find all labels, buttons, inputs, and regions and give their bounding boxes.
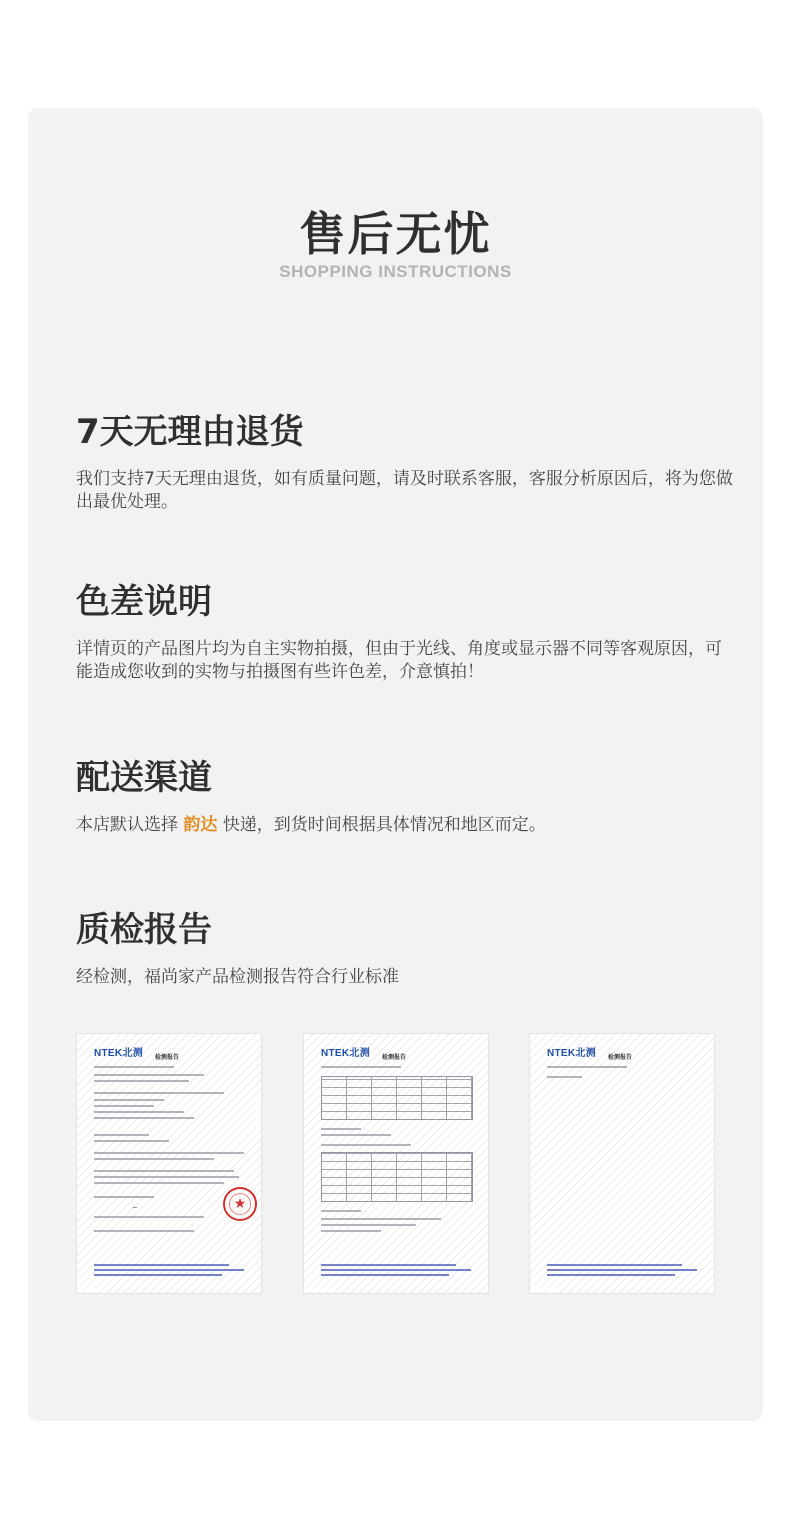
text-line: [94, 1196, 154, 1198]
shipping-text-prefix: 本店默认选择: [76, 815, 178, 835]
text-line: [94, 1158, 214, 1160]
text-line: [94, 1092, 224, 1094]
report-image[interactable]: [303, 1033, 489, 1294]
text-line: [94, 1170, 234, 1172]
shipping-heading: 配送渠道: [76, 758, 212, 798]
page-subtitle: SHOPPING INSTRUCTIONS: [279, 262, 512, 281]
text-line: [547, 1066, 627, 1068]
text-line: [321, 1128, 361, 1130]
qc-heading: 质检报告: [76, 910, 212, 950]
results-table: [321, 1076, 473, 1120]
text-line: [94, 1152, 244, 1154]
signature: ~: [132, 1204, 138, 1212]
report-footer: [547, 1264, 697, 1282]
returns-section: [76, 410, 736, 514]
text-line: [547, 1076, 582, 1078]
text-line: [321, 1134, 391, 1136]
returns-heading: 7天无理由退货: [76, 412, 304, 452]
report-footer: [94, 1264, 244, 1282]
returns-text: 我们支持7天无理由退货，如有质量问题，请及时联系客服，客服分析原因后，将为您做出最优处理。: [76, 469, 733, 512]
ntek-logo: NTEK北测: [94, 1048, 144, 1059]
shipping-section: [76, 756, 736, 837]
after-sales-card: [28, 108, 763, 1421]
ntek-logo: NTEK北测: [321, 1048, 371, 1059]
text-line: [94, 1074, 204, 1076]
shipping-text: [76, 814, 736, 837]
text-line: [321, 1066, 401, 1068]
results-table: [321, 1152, 473, 1202]
text-line: [321, 1224, 416, 1226]
text-line: [94, 1182, 224, 1184]
text-line: [321, 1218, 441, 1220]
text-line: [94, 1140, 169, 1142]
text-line: [94, 1105, 154, 1107]
text-line: [94, 1066, 174, 1068]
report-title: 检测报告: [608, 1054, 633, 1061]
color-text: 详情页的产品图片均为自主实物拍摄，但由于光线、角度或显示器不同等客观原因，可能造成您收到的实物与拍摄图有些许色差，介意慎拍！: [76, 639, 722, 682]
text-line: [94, 1080, 189, 1082]
report-title: 检测报告: [382, 1054, 407, 1061]
color-section: [76, 580, 736, 684]
qc-text: 经检测，福尚家产品检测报告符合行业标准: [76, 967, 399, 987]
text-line: [94, 1176, 239, 1178]
report-image[interactable]: [76, 1033, 262, 1294]
color-heading: 色差说明: [76, 582, 212, 622]
text-line: [94, 1111, 184, 1113]
report-footer: [321, 1264, 471, 1282]
shipping-text-suffix: 快递，到货时间根据具体情况和地区而定。: [222, 815, 546, 835]
red-seal-icon: ★: [223, 1187, 257, 1221]
report-title: 检测报告: [155, 1054, 180, 1061]
text-line: [94, 1216, 204, 1218]
report-image[interactable]: [529, 1033, 715, 1294]
text-line: [94, 1134, 149, 1136]
text-line: [321, 1230, 381, 1232]
text-line: [321, 1210, 361, 1212]
text-line: [94, 1230, 194, 1232]
text-line: [94, 1117, 194, 1119]
page-title: 售后无忧: [299, 207, 492, 261]
text-line: [94, 1099, 164, 1101]
report-gallery: [76, 1033, 716, 1295]
ntek-logo: NTEK北测: [547, 1048, 597, 1059]
qc-section: [76, 908, 736, 989]
courier-name: 韵达: [183, 815, 218, 835]
text-line: [321, 1144, 411, 1146]
